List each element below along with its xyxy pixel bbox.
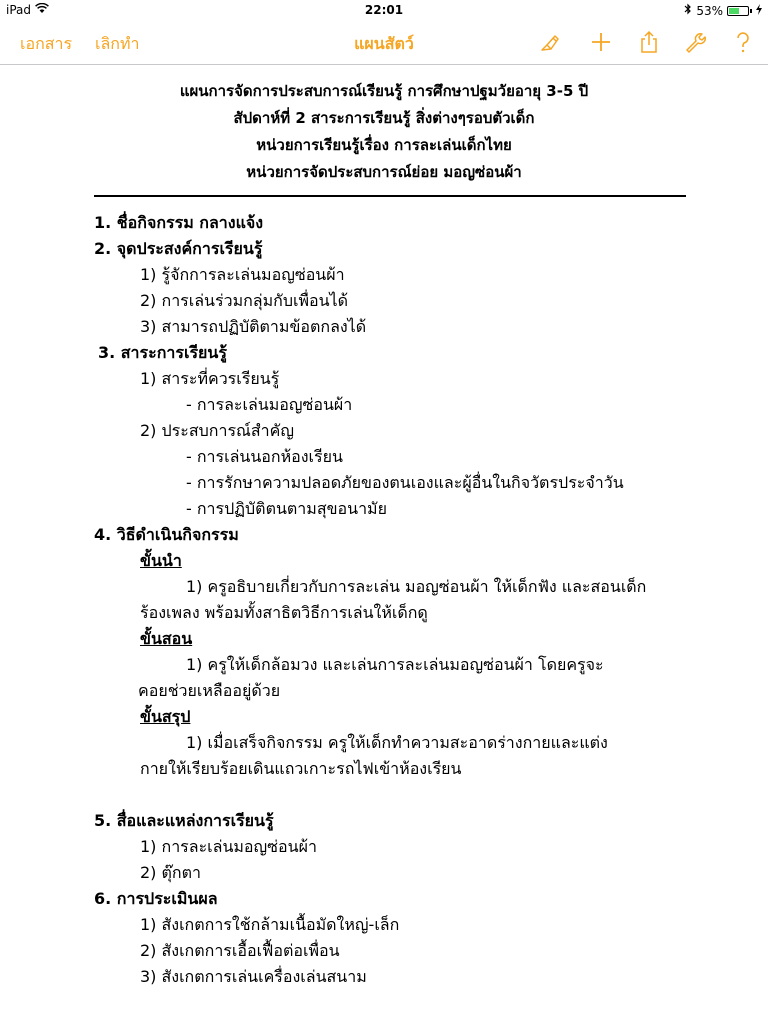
list-item: 1) การละเล่นมอญซ่อนผ้า (140, 837, 317, 856)
list-item: - การรักษาความปลอดภัยของตนเองและผู้อื่นในกิจวัตรประจำวัน (186, 473, 624, 492)
status-bar (0, 0, 768, 20)
header-line-3: หน่วยการเรียนรู้เรื่อง การละเล่นเด็กไทย (256, 136, 512, 154)
list-item: - การละเล่นมอญซ่อนผ้า (186, 395, 353, 414)
paragraph-line: 1) ครูอธิบายเกี่ยวกับการละเล่น มอญซ่อนผ้า ให้เด็กฟัง และสอนเด็ก (186, 577, 647, 596)
step-teach-heading: ขั้นสอน (140, 629, 193, 648)
section-materials: 5. สื่อและแหล่งการเรียนรู้ (94, 811, 274, 830)
battery-icon (727, 6, 749, 16)
list-item: 2) สังเกตการเอื้อเฟื้อต่อเพื่อน (140, 941, 340, 960)
wrench-icon[interactable] (683, 30, 707, 54)
bluetooth-icon (684, 3, 692, 18)
section-activity-name: 1. ชื่อกิจกรรม กลางแจ้ง (94, 213, 264, 232)
document-title[interactable]: แผนสัตว์ (354, 34, 414, 53)
list-item: - การปฏิบัติตนตามสุขอนามัย (186, 499, 387, 518)
battery-percent: 53% (696, 3, 723, 18)
undo-button[interactable]: เลิกทำ (95, 32, 140, 57)
charging-icon (756, 4, 762, 18)
document-page (0, 70, 768, 186)
help-icon[interactable] (731, 30, 755, 54)
paragraph-line: ร้องเพลง พร้อมทั้งสาธิตวิธีการเล่นให้เด็กดู (140, 603, 428, 622)
list-item: 2) ตุ๊กตา (140, 863, 201, 882)
section-objectives: 2. จุดประสงค์การเรียนรู้ (94, 239, 263, 258)
list-item: 1) สังเกตการใช้กล้ามเนื้อมัดใหญ่-เล็ก (140, 915, 400, 934)
key-experience-heading: 2) ประสบการณ์สำคัญ (140, 421, 294, 440)
device-name: iPad (6, 3, 32, 17)
paragraph-line: คอยช่วยเหลืออยู่ด้วย (138, 681, 281, 700)
share-icon[interactable] (637, 30, 661, 54)
list-item: 2) การเล่นร่วมกลุ่มกับเพื่อนได้ (140, 291, 348, 310)
add-icon[interactable] (589, 30, 613, 54)
header-line-2: สัปดาห์ที่ 2 สาระการเรียนรู้ สิ่งต่างๆรอบตัวเด็ก (233, 109, 535, 127)
header-line-1: แผนการจัดการประสบการณ์เรียนรู้ การศึกษาปฐมวัยอายุ 3-5 ปี (179, 82, 589, 100)
list-item: 1) รู้จักการละเล่นมอญซ่อนผ้า (140, 265, 345, 284)
step-intro-heading: ขั้นนำ (140, 551, 182, 570)
paintbrush-icon[interactable] (538, 30, 562, 54)
paragraph-line: กายให้เรียบร้อยเดินแถวเกาะรถไฟเข้าห้องเรียน (140, 759, 462, 778)
step-summary-heading: ขั้นสรุป (140, 707, 191, 726)
list-item: 1) สาระที่ควรเรียนรู้ (140, 369, 280, 388)
list-item: 3) สามารถปฏิบัติตามข้อตกลงได้ (140, 317, 367, 336)
section-content: 3. สาระการเรียนรู้ (98, 343, 227, 362)
list-item: 3) สังเกตการเล่นเครื่องเล่นสนาม (140, 967, 367, 986)
section-evaluation: 6. การประเมินผล (94, 889, 218, 908)
status-right (684, 3, 762, 18)
battery-cap (750, 9, 752, 13)
clock: 22:01 (364, 3, 404, 17)
header-line-4: หน่วยการจัดประสบการณ์ย่อย มอญซ่อนผ้า (246, 163, 522, 181)
section-procedure: 4. วิธีดำเนินกิจกรรม (94, 525, 239, 544)
paragraph-line: 1) ครูให้เด็กล้อมวง และเล่นการละเล่นมอญซ่อนผ้า โดยครูจะ (186, 655, 604, 674)
list-item: - การเล่นนอกห้องเรียน (186, 447, 343, 466)
battery-level (729, 8, 739, 14)
toolbar (0, 20, 768, 65)
paragraph-line: 1) เมื่อเสร็จกิจกรรม ครูให้เด็กทำความสะอาดร่างกายและแต่ง (186, 733, 608, 752)
header-divider (94, 195, 686, 197)
documents-button[interactable]: เอกสาร (20, 32, 72, 57)
